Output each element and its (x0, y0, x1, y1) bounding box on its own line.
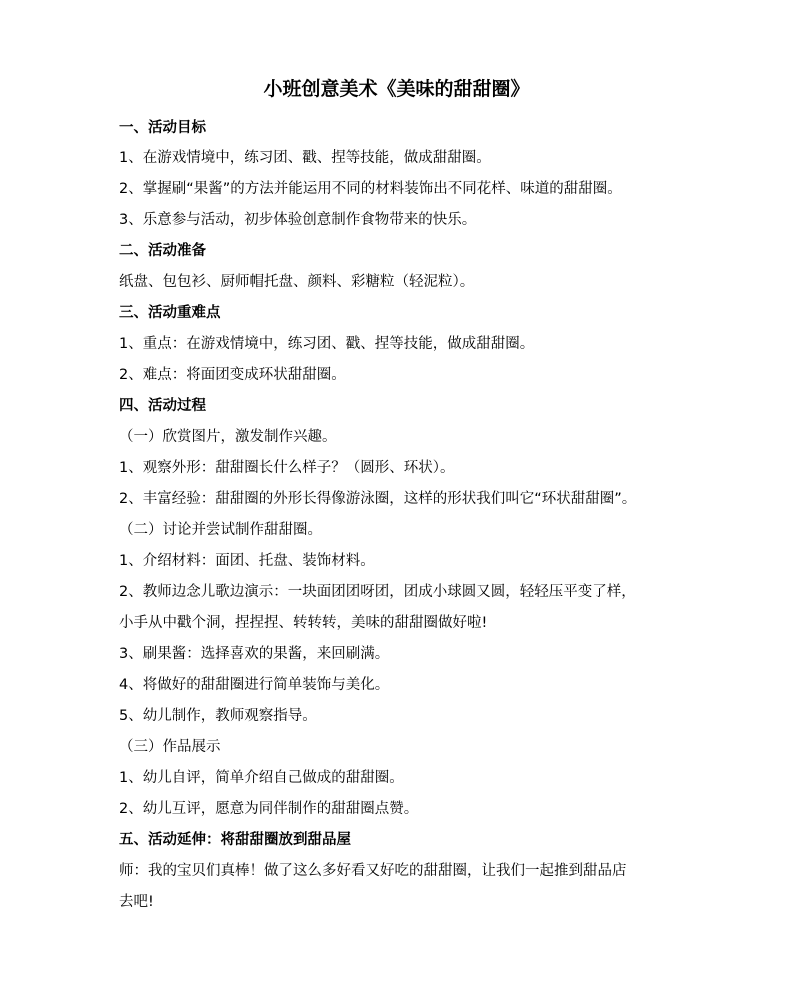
process-part3-title: （三）作品展示 (119, 739, 221, 755)
process-part2-item-5: 5、幼儿制作，教师观察指导。 (119, 708, 317, 724)
process-part1-item-1: 1、观察外形：甜甜圈长什么样子？（圆形、环状）。 (119, 460, 455, 476)
section-heading-preparation: 二、活动准备 (119, 243, 206, 259)
keypoint-item-2: 2、难点：将面团变成环状甜甜圈。 (119, 367, 346, 383)
section-heading-keypoints: 三、活动重难点 (119, 305, 221, 321)
process-part1-title: （一）欣赏图片，激发制作兴趣。 (119, 429, 337, 445)
extension-line-1: 师：我的宝贝们真棒！做了这么多好看又好吃的甜甜圈，让我们一起推到甜品店 (119, 863, 627, 879)
extension-line-2: 去吧! (119, 894, 154, 910)
process-part3-item-1: 1、幼儿自评，简单介绍自己做成的甜甜圈。 (119, 770, 404, 786)
section-heading-process: 四、活动过程 (119, 398, 206, 414)
process-part2-item-4: 4、将做好的甜甜圈进行简单装饰与美化。 (119, 677, 390, 693)
keypoint-item-1: 1、重点：在游戏情境中，练习团、戳、捏等技能，做成甜甜圈。 (119, 336, 535, 352)
goal-item-2: 2、掌握刷“果酱”的方法并能运用不同的材料装饰出不同花样、味道的甜甜圈。 (119, 181, 622, 197)
preparation-text: 纸盘、包包衫、厨师帽托盘、颜料、彩糖粒（轻泥粒）。 (119, 274, 475, 290)
process-part2-item-2-cont: 小手从中戳个洞，捏捏捏、转转转，美味的甜甜圈做好啦! (119, 615, 488, 631)
process-part2-item-2: 2、教师边念儿歌边演示：一块面团团呀团，团成小球圆又圆，轻轻压平变了样， (119, 584, 636, 600)
document-title: 小班创意美术《美味的甜甜圈》 (263, 78, 530, 100)
process-part2-item-1: 1、介绍材料：面团、托盘、装饰材料。 (119, 553, 375, 569)
process-part3-item-2: 2、幼儿互评，愿意为同伴制作的甜甜圈点赞。 (119, 801, 419, 817)
process-part2-item-3: 3、刷果酱：选择喜欢的果酱，来回刷满。 (119, 646, 390, 662)
process-part2-title: （二）讨论并尝试制作甜甜圈。 (119, 522, 322, 538)
section-heading-goals: 一、活动目标 (119, 120, 206, 136)
process-part1-item-2: 2、丰富经验：甜甜圈的外形长得像游泳圈，这样的形状我们叫它“环状甜甜圈”。 (119, 491, 637, 507)
goal-item-3: 3、乐意参与活动，初步体验创意制作食物带来的快乐。 (119, 212, 477, 228)
goal-item-1: 1、在游戏情境中，练习团、戳、捏等技能，做成甜甜圈。 (119, 150, 491, 166)
section-heading-extension: 五、活动延伸：将甜甜圈放到甜品屋 (119, 832, 351, 848)
